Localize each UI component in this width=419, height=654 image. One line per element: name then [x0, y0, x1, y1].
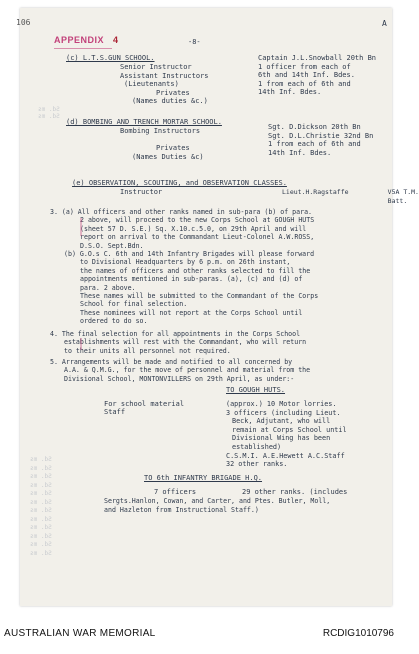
section-e-right	[282, 188, 419, 205]
brigade-details	[104, 497, 330, 514]
gough-huts-line: remain at Corps School until	[232, 425, 347, 434]
paragraph-3-line: (b) G.O.s C. 6th and 14th Infantry Brigades will please forward	[64, 250, 315, 259]
bleed-line: Sd. ms	[30, 498, 52, 506]
gough-huts-line: established)	[232, 442, 282, 451]
school-material-label: For school material	[104, 400, 185, 408]
section-d-line: Privates	[156, 144, 190, 153]
paragraph-5-line: Divisional School, MONTONVILLERS on 29th April, as under:-	[64, 374, 295, 383]
paragraph-3-line: D.S.O. Sept.Bdn.	[80, 241, 144, 250]
gough-huts-heading: TO GOUGH HUTS.	[226, 386, 286, 394]
paragraph-3-line: School for final selection.	[80, 300, 188, 309]
bleed-line: Sd. ms	[30, 524, 52, 531]
annotation-mark	[80, 338, 82, 350]
bleed-through-block-bottom	[30, 456, 52, 558]
bleed-line: Sd. ms	[38, 113, 60, 120]
section-c-line: (Lieutenants)	[124, 80, 179, 89]
section-c-heading	[66, 54, 155, 63]
section-d-right-line: Sgt. D.Dickson 20th Bn	[268, 123, 361, 131]
appendix-stamp-number: 4	[113, 35, 119, 45]
officers-label: 7 officers	[154, 488, 197, 496]
paragraph-3-line: 3. (a) All officers and other ranks named in sub-para (b) of para.	[50, 208, 313, 216]
section-d-title: (d) BOMBING AND TRENCH MORTAR SCHOOL.	[66, 118, 222, 126]
stamp-underline	[54, 48, 112, 49]
paragraph-5-line: 5. Arrangements will be made and notified to all concerned by	[50, 358, 293, 366]
paragraph-4	[50, 330, 306, 355]
section-c-title: (c) L.T.S.GUN SCHOOL.	[66, 54, 155, 62]
section-d-line: (Names Duties &c)	[132, 152, 204, 161]
section-c-line: (Names duties &c.)	[132, 97, 208, 106]
gough-huts-line: Divisional Wing has been	[232, 434, 331, 443]
paragraph-3-line: appointments mentioned in sub-paras. (a), (c) and (d) of	[80, 275, 303, 284]
paragraph-5	[50, 358, 310, 383]
bleed-through-block-top	[38, 106, 60, 120]
section-e-right-line: Lieut.H.Ragstaffe V5A T.M.	[282, 188, 419, 196]
bleed-line: Sd. ms	[30, 549, 52, 557]
paragraph-3-line: (sheet 57 D. S.E.) Sq. X.10.c.5.0, on 29th April and will	[80, 224, 307, 233]
gough-huts-line: 32 other ranks.	[226, 460, 288, 469]
gough-huts-line: C.S.M.I. A.E.Hewett A.C.Staff	[226, 451, 345, 460]
brigade-line: Sergts.Hanlon, Cowan, and Carter, and Ptes. Butler, Moll,	[104, 497, 331, 505]
section-e-title: (e) OBSERVATION, SCOUTING, and OBSERVATION CLASSES.	[72, 179, 287, 187]
section-c-line: Privates	[156, 88, 190, 97]
section-d-right	[268, 123, 373, 157]
center-page-mark: -8-	[188, 38, 201, 46]
archive-footer	[0, 618, 400, 654]
brigade-heading: TO 6th INFANTRY BRIGADE H.Q.	[144, 474, 263, 482]
section-e-heading	[72, 179, 287, 188]
archive-id: RCDIG1010796	[322, 628, 394, 639]
bleed-line: Sd. ms	[30, 490, 52, 497]
section-c-left	[120, 63, 209, 106]
gough-huts-line: Beck, Adjutant, who will	[232, 417, 331, 426]
bleed-line: Sd. ms	[38, 106, 60, 113]
paragraph-3	[50, 208, 318, 326]
bleed-line: Sd. ms	[30, 464, 52, 472]
paragraph-3-line: para. 2 above.	[80, 283, 136, 292]
section-d-right-line: 14th Inf. Bdes.	[268, 148, 332, 157]
section-d-heading	[66, 118, 222, 127]
section-d-line: Bombing Instructors	[120, 127, 201, 135]
paragraph-3-line: report on arrival to the Commandant Lieut-Colonel A.W.ROSS,	[80, 233, 315, 242]
paragraph-3-line: These names will be submitted to the Commandant of the Corps	[80, 292, 319, 301]
section-c-right-line: 1 officer from each of	[258, 62, 351, 71]
bleed-line: Sd. ms	[30, 532, 52, 540]
staff-label: Staff	[104, 408, 126, 416]
section-e-line: Instructor	[120, 188, 163, 196]
brigade-right: 29 other ranks. (includes	[242, 488, 348, 496]
paragraph-4-line: to their units all personnel not required.	[64, 346, 231, 355]
section-c-right-line: 1 from each of 6th and	[258, 79, 351, 88]
paragraph-5-line: A.A. & Q.M.G., for the move of personnel and material from the	[64, 366, 311, 375]
paragraph-3-line: 2 above, will proceed to the new Corps School at GOUGH HUTS	[80, 216, 315, 225]
brigade-line: and Hazleton from Instructional Staff.)	[104, 505, 259, 514]
bleed-line: Sd. ms	[30, 481, 52, 489]
paragraph-4-line: 4. The final selection for all appointments in the Corps School	[50, 330, 301, 338]
appendix-stamp-label: APPENDIX	[54, 35, 105, 45]
corner-mark: A	[382, 19, 387, 28]
section-c-right-line: Captain J.L.Snowball 20th Bn	[258, 54, 377, 62]
section-c-right	[258, 54, 376, 97]
gough-huts-details	[226, 400, 347, 469]
section-c-right-line: 6th and 14th Inf. Bdes.	[258, 71, 355, 80]
gough-huts-line: (approx.) 10 Motor lorries.	[226, 400, 337, 408]
bleed-line: Sd. ms	[30, 473, 52, 480]
paragraph-3-line: These nominees will not report at the Corps School until	[80, 308, 303, 317]
annotation-mark	[80, 218, 82, 236]
bleed-line: Sd. ms	[30, 456, 52, 463]
paragraph-3-line: the names of officers and other ranks selected to fill the	[80, 266, 311, 275]
section-e-right-line: Batt.	[282, 196, 408, 205]
bleed-line: Sd. ms	[30, 541, 52, 548]
bleed-line: Sd. ms	[30, 507, 52, 514]
gough-huts-line: 3 officers (including Lieut.	[226, 408, 341, 417]
page-number: 106	[16, 18, 31, 27]
paragraph-4-line: establishments will rest with the Commandant, who will return	[64, 338, 307, 347]
paragraph-3-line: ordered to do so.	[80, 317, 148, 326]
section-d-right-line: Sgt. D.L.Christie 32nd Bn	[268, 131, 374, 140]
section-c-line: Assistant Instructors	[120, 71, 209, 80]
section-d-line	[120, 136, 204, 145]
section-c-right-line: 14th Inf. Bdes.	[258, 88, 322, 97]
section-d-right-line: 1 from each of 6th and	[268, 140, 361, 149]
paragraph-3-line: to Divisional Headquarters by 6 p.m. on 26th instant,	[80, 258, 291, 267]
section-d-left	[120, 127, 204, 161]
document-page	[16, 8, 419, 606]
section-e-left	[120, 188, 162, 197]
bleed-line: Sd. ms	[30, 515, 52, 523]
section-c-line: Senior Instructor	[120, 63, 192, 71]
archive-name: AUSTRALIAN WAR MEMORIAL	[4, 628, 156, 639]
appendix-stamp	[54, 35, 119, 45]
